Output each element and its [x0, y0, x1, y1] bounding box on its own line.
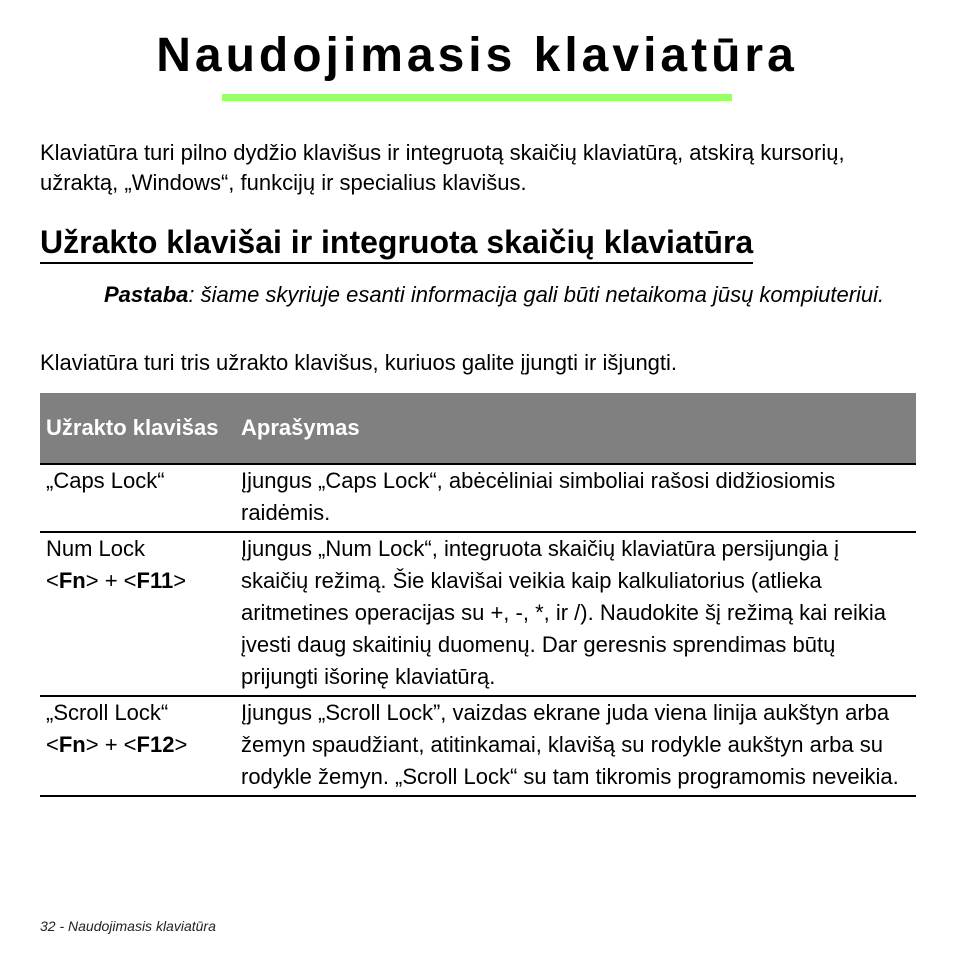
description-cell: Įjungus „Num Lock“, integruota skaičių klaviatūra persijungia į skaičių režimą. Šie klavišai veikia kaip kalkuliatorius (atlieka aritmetines operacijas su +, -, *, ir /). Naudokite šį režimą kai reikia įvesti daug skaitinių duomenų. Dar geresnis sprendimas būtų prijungti išorinę klaviatūrą.: [235, 532, 916, 696]
key-cell: [40, 464, 235, 532]
key-cell: [40, 532, 235, 696]
table-row: [40, 464, 916, 532]
table-header-row: [40, 393, 916, 464]
table-row: [40, 696, 916, 796]
header-key: Užrakto klavišas: [40, 393, 235, 464]
lead-paragraph: Klaviatūra turi tris užrakto klavišus, kuriuos galite įjungti ir išjungti.: [40, 350, 678, 375]
lock-keys-table: [40, 393, 916, 797]
table-row: [40, 532, 916, 696]
section-heading: Užrakto klavišai ir integruota skaičių klaviatūra: [40, 222, 753, 264]
page-title: Naudojimasis klaviatūra: [156, 29, 798, 82]
description-cell: Įjungus „Scroll Lock”, vaizdas ekrane juda viena linija aukštyn arba žemyn spaudžiant, atitinkamai, klavišą su rodykle aukštyn arba su rodykle žemyn. „Scroll Lock“ su tam tikromis programomis neveikia.: [235, 696, 916, 796]
intro-paragraph: Klaviatūra turi pilno dydžio klavišus ir integruotą skaičių klaviatūrą, atskirą kursorių, užraktą, „Windows“, funkcijų ir specialius klavišus.: [40, 140, 845, 195]
key-combo: <Fn> + <F11>: [46, 568, 187, 593]
description-cell: Įjungus „Caps Lock“, abėcėliniai simboliai rašosi didžiosiomis raidėmis.: [235, 464, 916, 532]
note-paragraph: [104, 279, 916, 310]
page-footer: 32 - Naudojimasis klaviatūra: [40, 918, 216, 934]
key-name: Num Lock: [46, 536, 146, 561]
note-text: : šiame skyriuje esanti informacija gali būti netaikoma jūsų kompiuteriui.: [188, 282, 885, 307]
key-name: „Caps Lock“: [46, 468, 165, 493]
key-cell: [40, 696, 235, 796]
note-label: Pastaba: [104, 282, 189, 307]
header-description: Aprašymas: [235, 393, 916, 464]
key-name: „Scroll Lock“: [46, 700, 169, 725]
key-combo: <Fn> + <F12>: [46, 732, 188, 757]
title-underline-bar: [222, 94, 732, 101]
